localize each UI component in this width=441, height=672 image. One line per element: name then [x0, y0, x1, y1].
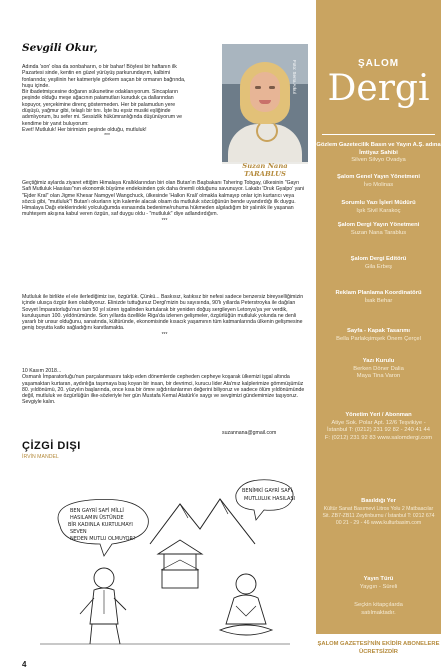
- credit-advertising: [316, 290, 441, 305]
- credit-design: [316, 328, 441, 343]
- credit-value: Berken Döner Dalia Maya Tina Varon: [353, 365, 404, 379]
- credit-availability: [316, 602, 441, 617]
- credit-value: Suzan Nana Tarablus: [350, 229, 407, 236]
- salutation: Sevgili Okur,: [22, 42, 98, 54]
- closing-line: Sevgiyle kalın.: [22, 399, 56, 406]
- cartoon-illustration: [30, 474, 300, 650]
- credit-heading: Yazı Kurulu: [362, 358, 395, 364]
- intro-paragraph-1: Adında 'son' olsa da sonbaharın, o bir bahar! Böylesi bir haftanın ilk Pazartesi sinde, kentin en güzel yürüyüş parkurundayım, kalbimi fonlarında; yeşilinin her katmeriyle görkem saçan bir ormanın bağrında, huşu içinde.: [22, 64, 186, 89]
- cartoon-bubble-left-line-2: HASILAMIN ÜSTÜNDE: [70, 515, 124, 521]
- credit-owner: [316, 142, 441, 165]
- intro-paragraph-3: Evet! Mutluluk! Her birimizin peşinde olduğu, mutluluk!: [22, 126, 147, 133]
- body-paragraph-ataturk: Osmanlı İmparatorluğu'nun parçalanmasını takip eden dönemlerde cepheden cepheye koşarak ülkemizi işgal altında yaşamaktan kurtaran, aydınlığa taşımaya baş koyan bir insan, bir devrimci, kurucu lider Ata'mız kalplerimize gömmüşümüz 80. yıldönümü, 20. yüzyılın başlarında, once kısa bir ömre sığdırılanlarının değerini biliyoruz ve sadece ölüm yıldönümünde değil, mutluluk ve özgürlüğün ilke-sözleriyle her gün Mustafa Kemal Atatürk'e saygı ve sevgimizi gündemimize taşıyoruz.: [22, 374, 305, 400]
- cartoon-bubble-left-line-4: SEVEN: [70, 529, 87, 535]
- credit-heading: Reklam Planlama Koordinatörü: [335, 290, 422, 296]
- cartoon-bubble-left-line-1: BEN GAYRİ SAFİ MİLLİ: [70, 508, 124, 514]
- credit-heading: Gözlem Gazetecilik Basın ve Yayın A.Ş. adına İmtiyaz Sahibi: [316, 142, 441, 156]
- credit-administration: [316, 412, 441, 442]
- credit-dergi-editor: [316, 256, 441, 271]
- credit-heading: Şalom Dergi Editörü: [350, 256, 407, 262]
- credit-editorial-board: [316, 358, 441, 381]
- cartoon-bubble-left-line-3: BİR KADINLA KURTULMAYI: [68, 522, 133, 528]
- credit-dergi-editor-in-chief: [316, 222, 441, 237]
- credit-value: Bella Parlakşimşek Önem Çerçel: [336, 335, 421, 342]
- credit-heading: Yönetim Yeri / Abonman: [345, 412, 412, 418]
- body-section-2: [22, 294, 307, 338]
- cartoon-section-title: ÇİZGİ DIŞI: [22, 440, 81, 452]
- body-section-3: [22, 368, 307, 406]
- credit-value: İvo Molinas: [363, 181, 394, 188]
- photo-credit: Foto: Serra Arkul: [292, 60, 297, 94]
- brand-logo-small: ŞALOM: [357, 58, 400, 69]
- credit-heading: Sorumlu Yazı İşleri Müdürü: [341, 200, 416, 206]
- intro-paragraph-2: Bir ibadetmişcesine doğanın sükunetine odaklanıyorum. Sincapların peşinde olduğu meşe ağacının palamutları kuruduk ça dallarından kopuyor, yerçekimine direnç göstermeden. Her bir palamudun yere düşüşü, yağmur gibi, telaşlı bir tını. İşte bu eşsiz musiki eşliğinde adımlıyorum, bu sefer mi. Sessizlik hükümranlığında düşünüyorum ve kendime bir yanıt buluyorum:: [22, 89, 183, 127]
- credit-general-editor: [316, 174, 441, 189]
- cartoon-bubble-right-line-2: MUTLULUK HASILASI: [244, 496, 296, 502]
- credit-heading: Şalom Dergi Yayın Yönetmeni: [337, 222, 420, 228]
- cartoon-bubble-right-line-1: BENİMKİ GAYRİ SAFİ: [242, 488, 292, 494]
- body-section-1: [22, 180, 307, 224]
- brand-logo-dergi: Dergi: [327, 68, 430, 109]
- credit-heading: Sayfa - Kapak Tasarımı: [346, 328, 411, 334]
- intro-text: [22, 64, 187, 139]
- cartoon-bubble-left-line-5: NEDEN MUTLU OLMUYOR?: [70, 536, 136, 542]
- masthead-sidebar: [316, 0, 441, 672]
- credit-value: Kültür Sanat Basımevi Litros Yolu 2 Matbaacılar Sit. ZB7-ZB11 Zeytinburnu / İstanbul T: 0212 674 00 21 - 29 - 46 www.kulturbasim.com: [322, 505, 435, 526]
- section-divider: ***: [161, 217, 168, 224]
- credit-value: Atiye Sok. Polar Apt. 12/6 Teşvikiye - İstanbul T: (0212) 231 92 82 - 240 41 44 F: (0212) 231 92 83 www.salomdergi.com: [324, 419, 433, 441]
- credit-value: Seçkin kitapçılarda satılmaktadır.: [354, 602, 403, 616]
- credit-heading: Şalom Genel Yayın Yönetmeni: [337, 174, 420, 180]
- body-paragraph-freedom: Mutluluk ile birlikte el ele ilerlediğimiz ise, özgürlük. Çünkü... Baskısız, katıksız bir nefesi sadece benzersiz bireyselliğimizin içinde ulusça özgür iken olabiliyoruz. Elinizde tuttuğunuz Dergi'mizin bu sayısında, 90'lı yıllarda Peterstroyka ile dağılan Sovyet İmparatorluğu'nun tam 50 yıl süren işgalinden kurtularak bir yeniden doğuş sergileyen Letonya'ya yer verdik, kuruluşunun 100. yıldönümünde. Son yıllarda özellikle Riga'da izlenen gelişmeler, özgürlüğün mutluluk yolunda ne denli yararlı bir unsur olduğunu, sanatında, kültüründe, ekonomisinde kısacık yaşamının tüm katmanlarında ülkenin gelişmesine geniş boyutta katkı sağladığını kanıtlamakta.: [22, 294, 304, 332]
- date-line: 10 Kasım 2018...: [22, 368, 62, 374]
- credit-value: Işık Sivil Karakoç: [356, 207, 401, 214]
- credit-heading: Yayın Türü: [363, 576, 394, 582]
- body-paragraph-butan: Geçtiğimiz aylarda ziyaret ettiğim Himalaya Krallıklarından biri olan Butan'ın Başbakanı Tshering Tobgay, ülkesinin "Gayrı Safi Mutluluk Hasılası"nın ekonomik büyüme endeksinden çok daha önemli olduğunu savunuyor. Lakabı 'Druk Gyalpo' yani "Ejder Kral" olan Jigme Khesar Namgyel Wangchuck, ülkesinde 'Halkın Krali' olmakla kalmayıp onlar için kurtarıcı veya sözcü gibi, "mutluluk"! Butan'ı okurların için kalemle alacak olsam da mutluluk sözcüğünün bende uyandırdığı ilk duygu. Himalaya Dağı eteklerindeki yolculuğumda esnasında bedenime/ruhuma hükmeden algıladığım bir yalınlık ile yaşanan muhteşem akışına kabul veren özgün, saf duygu oldu - "mutluluk" diye adlandırdığım.: [22, 180, 305, 218]
- signature-email: suzannana@gmail.com: [222, 430, 277, 436]
- section-divider: ***: [161, 331, 168, 338]
- credit-value: Yaygın - Süreli: [359, 583, 398, 590]
- credit-managing-editor: [316, 200, 441, 215]
- section-divider: ***: [104, 133, 110, 140]
- editorial-column: [22, 30, 307, 669]
- cartoon-author: İRVİN MANDEL: [22, 454, 59, 460]
- credit-heading: Basıldığı Yer: [361, 498, 396, 504]
- logo-divider: [322, 134, 435, 135]
- page-number: 4: [22, 660, 27, 669]
- credit-publication-type: [316, 576, 441, 591]
- credit-value: İsak Behar: [364, 297, 393, 304]
- photo-caption: Suzan Nana TARABLUS: [242, 162, 288, 178]
- credit-value: Silven Silvyo Ovadya: [351, 157, 406, 163]
- sidebar-footer-note: ŞALOM GAZETESİ'NİN EKİDİR ABONELERE ÜCRETSİZDİR: [316, 634, 441, 672]
- credit-value: Gila Erbeş: [364, 263, 393, 270]
- credit-printer: [316, 498, 441, 527]
